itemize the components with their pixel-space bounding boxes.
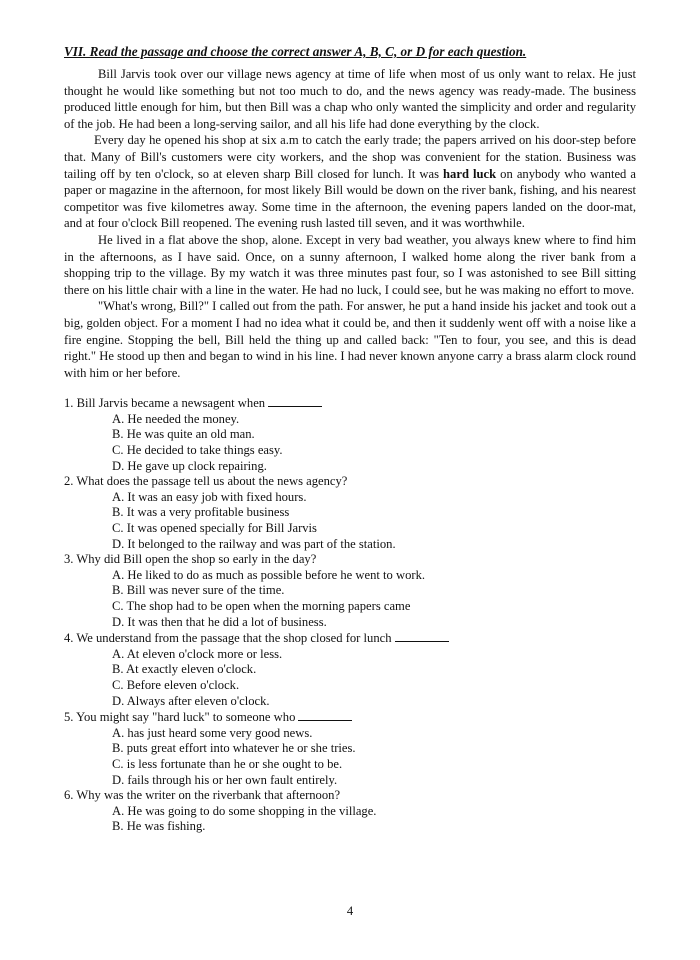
answer-option: B. Bill was never sure of the time. [112, 583, 285, 598]
answer-blank-line [298, 709, 352, 721]
question-text [64, 788, 636, 804]
answer-option: C. is less fortunate than he or she ought to be. [112, 756, 343, 771]
answer-option: C. It was opened specially for Bill Jarvis [112, 521, 317, 536]
passage-paragraph-2 [64, 132, 636, 232]
question-block [64, 788, 636, 835]
answer-option: A. He was going to do some shopping in the village. [112, 803, 377, 818]
answer-option: B. At exactly eleven o'clock. [112, 662, 257, 677]
question-stem: 1. Bill Jarvis became a newsagent when [64, 396, 266, 411]
page-number: 4 [346, 904, 354, 918]
question-text [64, 630, 636, 647]
answer-option: A. It was an easy job with fixed hours. [112, 489, 307, 504]
section-heading: VII. Read the passage and choose the correct answer A, B, C, or D for each question. [64, 44, 527, 59]
answer-option: A. He liked to do as much as possible before he went to work. [112, 567, 426, 582]
answer-option: D. He gave up clock repairing. [112, 458, 267, 473]
answer-blank-line [268, 395, 322, 407]
question-block [64, 395, 636, 474]
question-block [64, 630, 636, 709]
answer-option: A. He needed the money. [112, 411, 240, 426]
answer-option: C. He decided to take things easy. [112, 443, 283, 458]
question-stem: 2. What does the passage tell us about the news agency? [64, 474, 348, 489]
question-list [64, 395, 636, 835]
question-stem: 4. We understand from the passage that the shop closed for lunch [64, 631, 392, 646]
passage-paragraph-4: "What's wrong, Bill?" I called out from the path. For answer, he put a hand inside his jacket and took out a big, golden object. For a moment I had no idea what it could be, and then it suddenly went off with a noise like a fire engine. Stopping the bell, Bill held the thing up and called back: "Ten to four, you see, and this is dead right." He stood up then and began to wind in his line. I had never known anyone carry a brass alarm clock round with him or her before. [64, 299, 636, 380]
question-stem: 6. Why was the writer on the riverbank that afternoon? [64, 788, 341, 803]
passage-paragraph-1: Bill Jarvis took over our village news agency at time of life when most of us only want to relax. He just thought he would like something but not too much to do, and the news agency was ready-made. The business produced little enough for him, but then Bill was a chap who only wanted the simplicity and order and regularity of the job. He had been a long-serving sailor, and all his life had done everything by the clock. [64, 67, 636, 131]
hard-luck-bold-phrase: hard luck [443, 166, 497, 181]
paragraph-2-text-start: Every day he opened his shop at six a.m to catch the early trade; the papers arrived on his door-step before that. Many of Bill's customers were city workers, and the shop was convenient for the station. Business was tailing off by ten o'clock, so at eleven sharp Bill closed for lunch. It was [64, 133, 636, 181]
reading-passage [64, 66, 636, 381]
answer-option: B. It was a very profitable business [112, 505, 290, 520]
answer-option: D. It was then that he did a lot of business. [112, 614, 327, 629]
question-block [64, 474, 636, 552]
answer-option: B. puts great effort into whatever he or she tries. [112, 741, 356, 756]
answer-option: A. has just heard some very good news. [112, 725, 313, 740]
answer-option: A. At eleven o'clock more or less. [112, 646, 283, 661]
question-text [64, 474, 636, 490]
question-stem: 5. You might say "hard luck" to someone who [64, 710, 296, 725]
answer-option: C. Before eleven o'clock. [112, 677, 240, 692]
paragraph-2-text-end: on anybody who wanted a paper or magazine in the afternoon, for most likely Bill would be down on the river bank, fishing, and his nearest competitor was five kilometres away. Some time in the afternoon, the evening papers landed on the door-mat, and at four o'clock Bill reopened. The evening rush lasted till seven, and it was worthwhile. [64, 166, 637, 231]
question-text [64, 395, 636, 412]
answer-option: D. fails through his or her own fault entirely. [112, 772, 338, 787]
answer-blank-line [395, 630, 449, 642]
answer-option: B. He was quite an old man. [112, 427, 255, 442]
answer-option: D. Always after eleven o'clock. [112, 693, 270, 708]
question-block [64, 709, 636, 788]
question-text [64, 709, 636, 726]
question-text [64, 552, 636, 568]
passage-paragraph-3: He lived in a flat above the shop, alone. Except in very bad weather, you always knew where to find him in the afternoons, as I have said. Once, on a sunny afternoon, I walked home along the river bank from a shopping trip to the village. By my watch it was three minutes past four, so I was astonished to see Bill sitting there on his little chair with a line in the water. He had no luck, I could see, but he was making no effort to move. [64, 232, 636, 297]
question-block [64, 552, 636, 630]
question-stem: 3. Why did Bill open the shop so early in the day? [64, 552, 317, 567]
answer-option: B. He was fishing. [112, 819, 206, 834]
answer-option: D. It belonged to the railway and was part of the station. [112, 536, 396, 551]
answer-option: C. The shop had to be open when the morning papers came [112, 599, 411, 613]
